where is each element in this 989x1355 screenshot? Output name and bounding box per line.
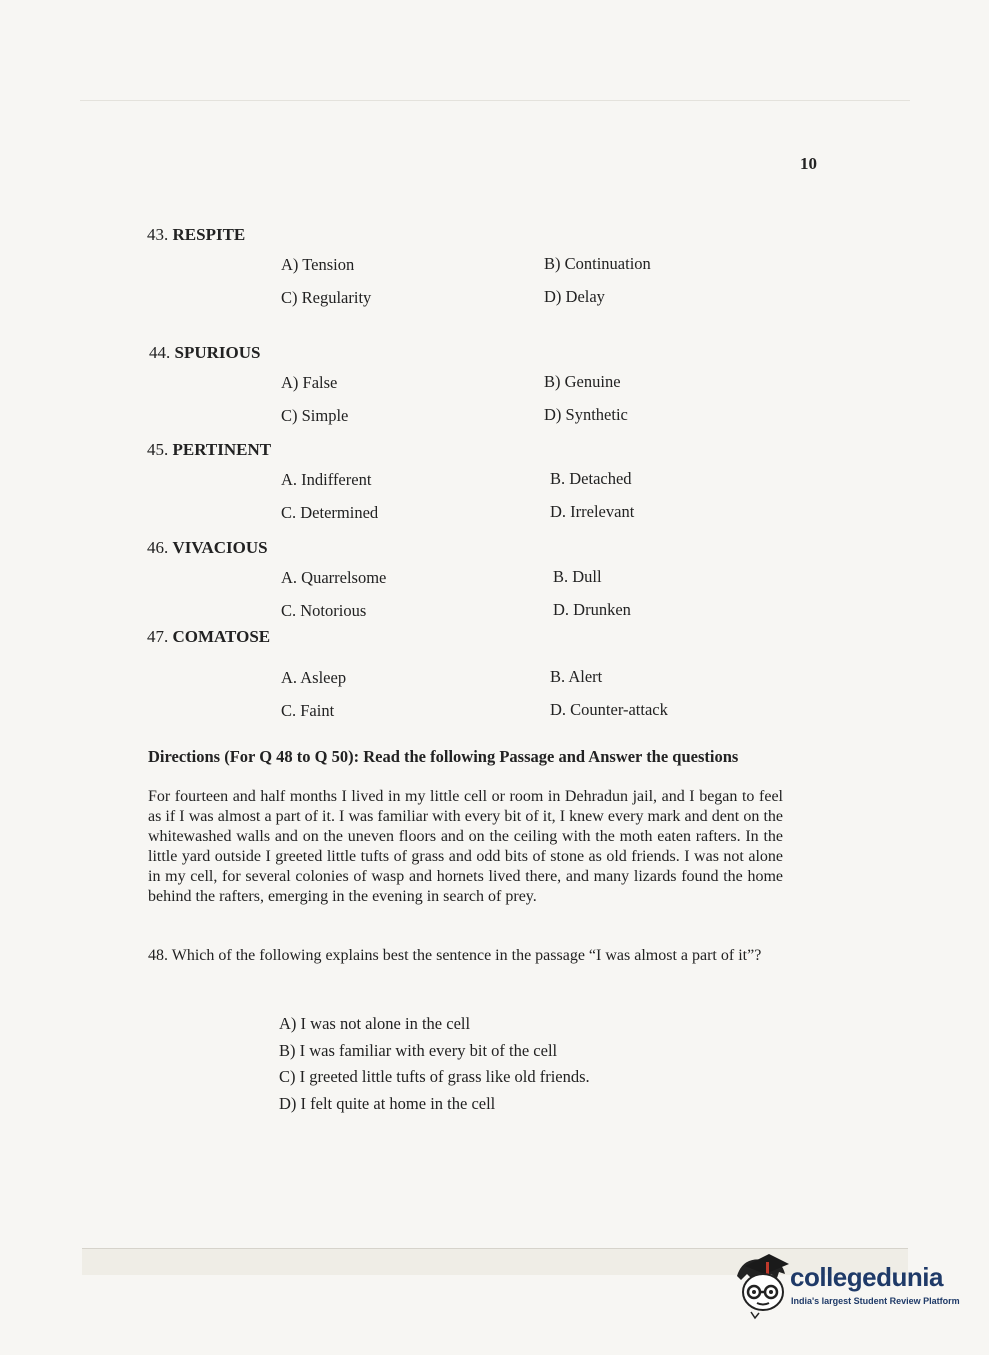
question-number: 46. (147, 538, 169, 557)
q45-option-a: A. Indifferent (281, 470, 372, 489)
question-number: 43. (147, 225, 169, 244)
question-44-title (149, 343, 260, 363)
question-word: COMATOSE (172, 627, 271, 646)
logo-wordmark: collegedunia (790, 1262, 943, 1292)
q44-option-a: A) False (281, 373, 338, 392)
question-48-text: 48. Which of the following explains best the sentence in the passage “I was almost a part of it”? (148, 947, 762, 964)
page-number: 10 (800, 154, 817, 173)
question-number: 44. (149, 343, 171, 362)
directions-heading: Directions (For Q 48 to Q 50): Read the following Passage and Answer the questions (148, 747, 739, 766)
question-47-title (147, 627, 270, 647)
logo-tagline: India's largest Student Review Platform (791, 1296, 960, 1306)
question-word: VIVACIOUS (172, 538, 268, 557)
question-word: SPURIOUS (174, 343, 261, 362)
q48-option-b: B) I was familiar with every bit of the cell (279, 1041, 558, 1060)
q48-option-d: D) I felt quite at home in the cell (279, 1094, 496, 1113)
question-word: PERTINENT (172, 440, 272, 459)
top-rule (80, 100, 910, 101)
question-43-title (147, 225, 245, 245)
q47-option-c: C. Faint (281, 701, 335, 720)
q46-option-c: C. Notorious (281, 601, 367, 620)
question-45-title (147, 440, 271, 460)
q43-option-b: B) Continuation (544, 254, 651, 273)
question-number: 47. (147, 627, 169, 646)
q47-option-d: D. Counter-attack (550, 700, 668, 719)
q43-option-d: D) Delay (544, 287, 605, 306)
q44-option-c: C) Simple (281, 406, 349, 425)
q44-option-d: D) Synthetic (544, 405, 628, 424)
q43-option-c: C) Regularity (281, 288, 372, 307)
q44-option-b: B) Genuine (544, 372, 621, 391)
q45-option-b: B. Detached (550, 469, 632, 488)
q48-option-c: C) I greeted little tufts of grass like old friends. (279, 1067, 590, 1086)
q45-option-c: C. Determined (281, 503, 379, 522)
q43-option-a: A) Tension (281, 255, 355, 274)
question-46-title (147, 538, 268, 558)
question-word: RESPITE (172, 225, 246, 244)
q46-option-d: D. Drunken (553, 600, 631, 619)
question-number: 45. (147, 440, 169, 459)
q46-option-b: B. Dull (553, 567, 602, 586)
q45-option-d: D. Irrelevant (550, 502, 635, 521)
reading-passage: For fourteen and half months I lived in my little cell or room in Dehradun jail, and I began to feel as if I was almost a part of it. I was familiar with every bit of it, I knew every mark and dent on the whitewashed walls and on the uneven floors and on the ceiling with the moth eaten rafters. In the little yard outside I greeted little tufts of grass and odd bits of stone as old friends. I was not alone in my cell, for several colonies of wasp and hornets lived there, and many lizards found the home behind the rafters, emerging in the evening in search of prey. (148, 788, 783, 905)
q47-option-a: A. Asleep (281, 668, 347, 687)
q48-option-a: A) I was not alone in the cell (279, 1014, 471, 1033)
q46-option-a: A. Quarrelsome (281, 568, 387, 587)
q47-option-b: B. Alert (550, 667, 603, 686)
